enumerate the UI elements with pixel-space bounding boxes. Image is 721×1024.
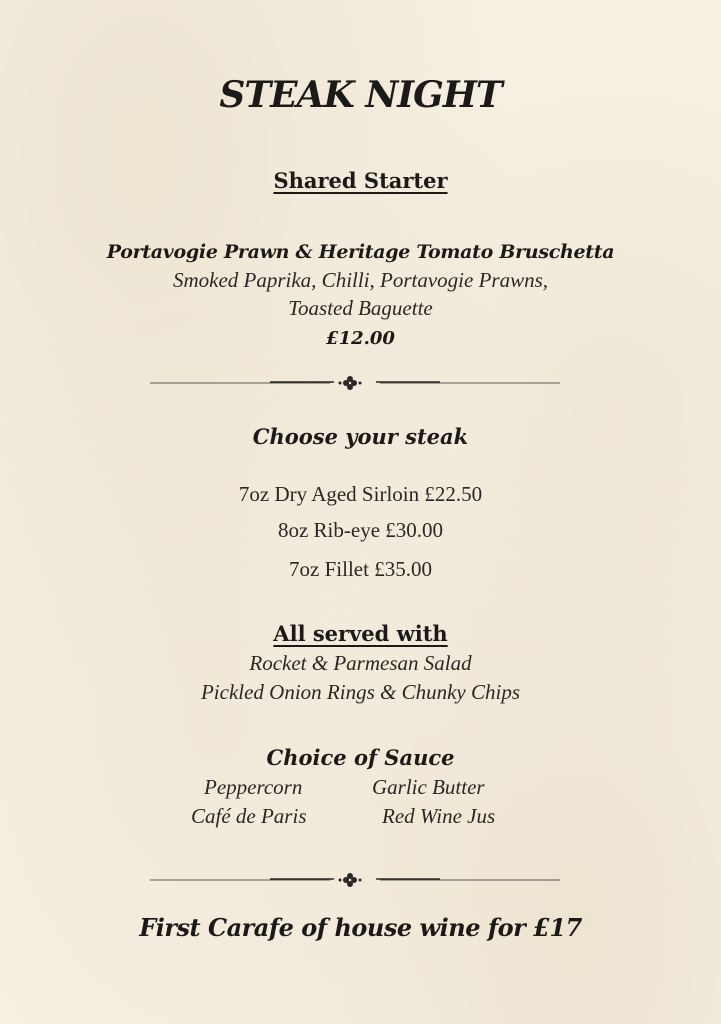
steak-option: 7oz Fillet £35.00 (289, 557, 432, 581)
steak-option: 7oz Dry Aged Sirloin £22.50 (238, 482, 483, 506)
served-with-item: Rocket & Parmesan Salad (249, 651, 472, 675)
starter-description-line-2: Toasted Baguette (288, 296, 433, 320)
starter-heading: Shared Starter (273, 168, 448, 193)
served-with-item: Pickled Onion Rings & Chunky Chips (200, 680, 521, 704)
sauce-option: Peppercorn (204, 775, 303, 799)
sauce-row (0, 775, 721, 803)
starter-dish-name: Portavogie Prawn & Heritage Tomato Bruschetta (106, 241, 615, 263)
wine-offer: First Carafe of house wine for £17 (139, 913, 582, 942)
steak-option: 8oz Rib-eye £30.00 (277, 518, 444, 542)
starter-description-line-1: Smoked Paprika, Chilli, Portavogie Prawns, (172, 268, 549, 292)
sauce-option: Red Wine Jus (382, 804, 496, 828)
sauce-heading: Choice of Sauce (266, 745, 455, 770)
starter-price: £12.00 (326, 328, 395, 349)
ornamental-divider-icon (150, 873, 560, 887)
ornamental-divider-icon (150, 376, 560, 390)
sauce-option: Garlic Butter (372, 775, 485, 799)
steak-heading: Choose your steak (252, 424, 469, 449)
menu-title: STEAK NIGHT (219, 74, 502, 116)
served-with-heading: All served with (273, 621, 448, 646)
sauce-row (0, 804, 721, 832)
sauce-option: Café de Paris (191, 804, 307, 828)
